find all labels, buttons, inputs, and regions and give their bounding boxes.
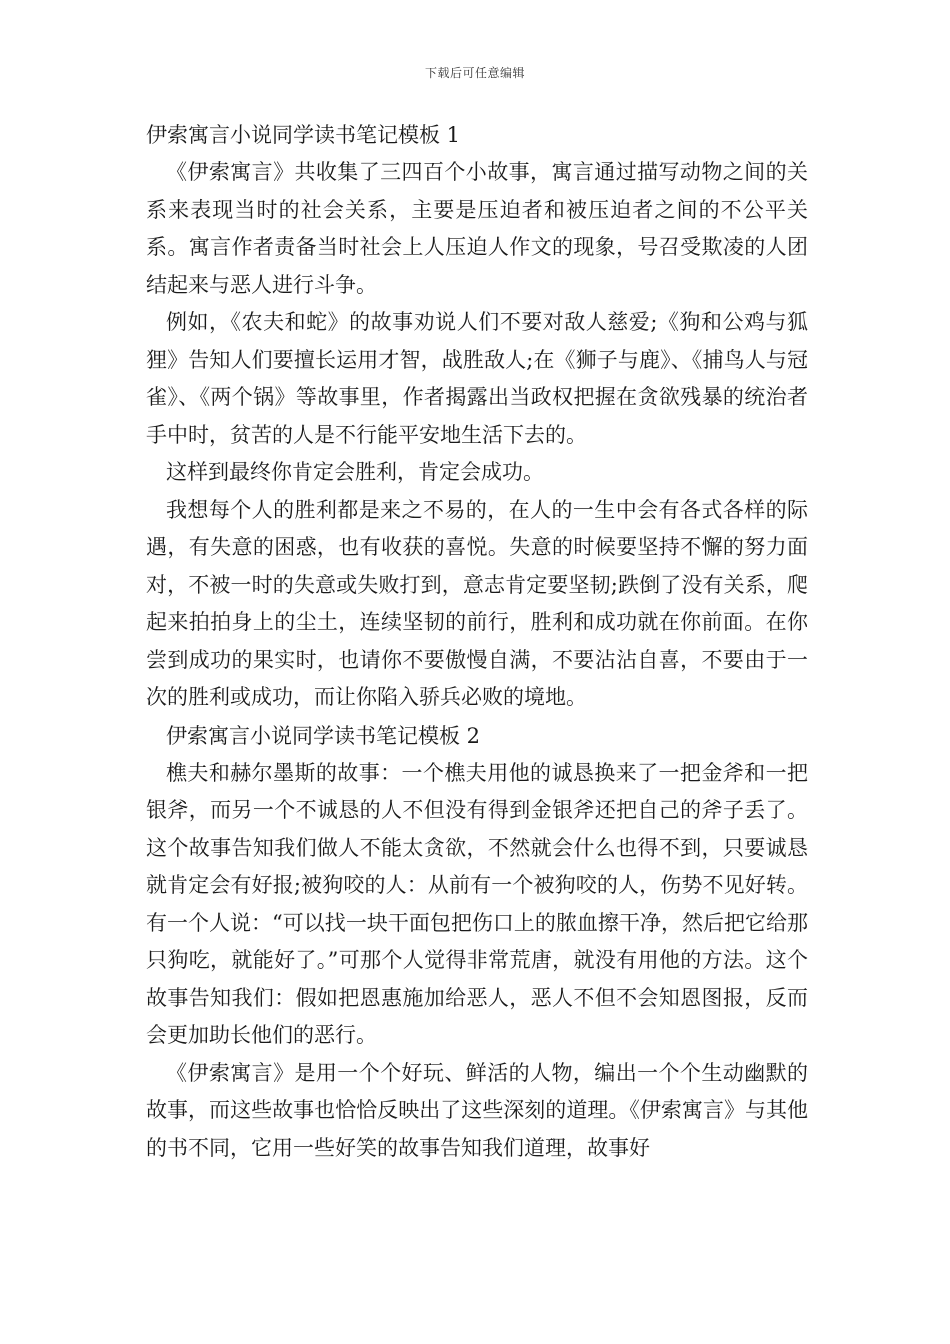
section-2-paragraph-2: 《伊索寓言》是用一个个好玩、鲜活的人物，编出一个个生动幽默的故事，而这些故事也恰恰反映出了这些深刻的道理。《伊索寓言》与其他的书不同，它用一些好笑的故事告知我们道理，故事好 bbox=[146, 1060, 808, 1160]
section-1-paragraph-1: 《伊索寓言》共收集了三四百个小故事，寓言通过描写动物之间的关系来表现当时的社会关系，主要是压迫者和被压迫者之间的不公平关系。寓言作者责备当时社会上人压迫人作文的现象，号召受欺凌的人团结起来与恶人进行斗争。 bbox=[146, 160, 808, 297]
section-1-paragraph-4: 我想每个人的胜利都是来之不易的，在人的一生中会有各式各样的际遇，有失意的困惑，也有收获的喜悦。失意的时候要坚持不懈的努力面对，不被一时的失意或失败打到，意志肯定要坚韧;跌倒了没有关系，爬起来拍拍身上的尘土，连续坚韧的前行，胜利和成功就在你前面。在你尝到成功的果实时，也请你不要傲慢自满，不要沾沾自喜，不要由于一次的胜利或成功，而让你陷入骄兵必败的境地。 bbox=[146, 497, 808, 709]
section-1-paragraph-2: 例如，《农夫和蛇》的故事劝说人们不要对敌人慈爱;《狗和公鸡与狐狸》告知人们要擅长运用才智，战胜敌人;在《狮子与鹿》、《捕鸟人与冠雀》、《两个锅》等故事里，作者揭露出当政权把握在贪欲残暴的统治者手中时，贫苦的人是不行能平安地生活下去的。 bbox=[146, 310, 808, 447]
section-2-paragraph-1: 樵夫和赫尔墨斯的故事：一个樵夫用他的诚恳换来了一把金斧和一把银斧，而另一个不诚恳的人不但没有得到金银斧还把自己的斧子丢了。这个故事告知我们做人不能太贪欲，不然就会什么也得不到，只要诚恳就肯定会有好报;被狗咬的人：从前有一个被狗咬的人，伤势不见好转。有一个人说：“可以找一块干面包把伤口上的脓血擦干净，然后把它给那只狗吃，就能好了。”可那个人觉得非常荒唐，就没有用他的方法。这个故事告知我们：假如把恩惠施加给恶人，恶人不但不会知恩图报，反而会更加助长他们的恶行。 bbox=[146, 760, 808, 1047]
section-2-title: 伊索寓言小说同学读书笔记模板 2 bbox=[166, 723, 481, 748]
section-1-title: 伊索寓言小说同学读书笔记模板 1 bbox=[146, 123, 461, 147]
page-header-note: 下载后可任意编辑 bbox=[424, 66, 525, 80]
document-body bbox=[146, 116, 808, 1167]
section-1-paragraph-3: 这样到最终你肯定会胜利，肯定会成功。 bbox=[166, 460, 544, 484]
